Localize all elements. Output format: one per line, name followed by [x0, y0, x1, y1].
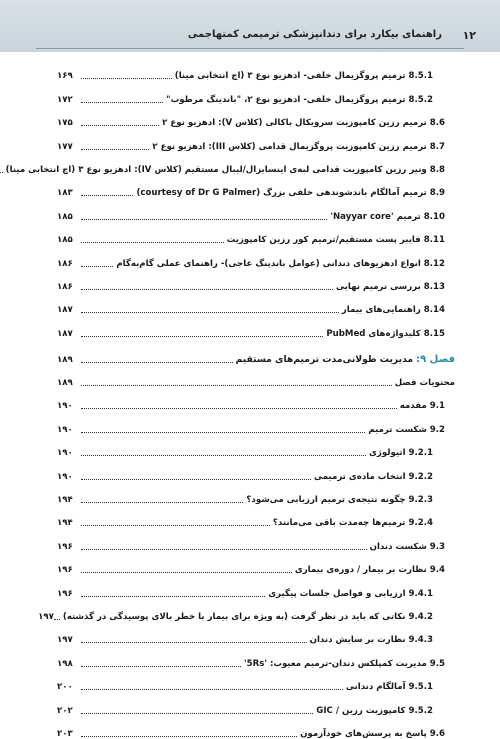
toc-page-number: ۲۰۲: [57, 705, 73, 716]
toc-page-number: ۲۰۳: [57, 728, 73, 739]
dot-leader: [81, 102, 163, 103]
toc-entry-text: 8.8 ونیر رزین کامپوزیت قدامی لبه‌ی اینسایزال/لیبال مستقیم (کلاس IV): ادهزیو نوع ۳ (اچ انتخابی مینا): [5, 164, 445, 175]
dot-leader: [81, 289, 333, 290]
dot-leader: [81, 666, 241, 667]
toc-page-number: ۱۸۵: [57, 211, 73, 222]
toc-page-number: ۱۹۷: [38, 611, 54, 622]
dot-leader: [81, 572, 292, 573]
toc-page-number: ۱۷۵: [57, 118, 73, 129]
toc-entry-text: 9.5.2 کامپوزیت رزین / GIC: [316, 705, 433, 716]
toc-page-number: ۱۸۶: [57, 281, 73, 292]
toc-entry[interactable]: [57, 105, 455, 128]
toc-entry-text: 9.4.1 ارزیابی و فواصل جلسات پیگیری: [268, 588, 433, 599]
toc-entry[interactable]: [57, 81, 455, 104]
toc-entry-text: محتویات فصل: [394, 378, 455, 389]
toc-entry[interactable]: [57, 411, 455, 434]
toc-entry[interactable]: [57, 669, 455, 692]
dot-leader: [81, 362, 233, 363]
toc-page-number: ۱۶۹: [57, 71, 73, 82]
toc-entry-title: [311, 472, 455, 482]
toc-entry[interactable]: [57, 222, 455, 245]
toc-entry-text: 9.2.1 اتیولوژی: [369, 448, 433, 459]
toc-page-number: ۱۷۷: [57, 141, 73, 152]
toc-entry[interactable]: [57, 458, 455, 481]
table-of-contents: [5, 58, 455, 739]
toc-page-number: ۱۹۶: [57, 588, 73, 599]
toc-entry-title: [60, 612, 455, 622]
dot-leader: [81, 78, 172, 79]
toc-entry-text: 8.5.2 ترمیم پروگزیمال خلفی- ادهزیو نوع ۲، "باندینگ مرطوب": [166, 94, 433, 105]
toc-page-number: ۲۰۰: [57, 682, 73, 693]
toc-entry-title: [327, 212, 455, 222]
dot-leader: [81, 525, 270, 526]
toc-page-number: ۱۸۳: [57, 188, 73, 199]
toc-entry[interactable]: [57, 269, 455, 292]
dot-leader: [81, 432, 365, 433]
toc-entry-text: 8.10 ترمیم 'Nayyar core': [330, 211, 445, 222]
toc-entry[interactable]: [57, 245, 455, 268]
toc-entry-text: 8.14 راهنمایی‌های بیمار: [341, 305, 445, 316]
toc-entry-text: 9.3 شکست دندان: [369, 541, 445, 552]
toc-entry-title: [113, 259, 455, 269]
toc-page-number: ۱۹۴: [57, 495, 73, 506]
toc-entry-text: 9.2.4 ترمیم‌ها چه‌مدت باقی می‌مانند؟: [272, 518, 433, 529]
toc-page-number: ۱۹۰: [57, 424, 73, 435]
toc-page-number: ۱۹۴: [57, 518, 73, 529]
toc-page-number: ۱۹۷: [57, 635, 73, 646]
dot-leader: [81, 336, 323, 337]
toc-entry-text: 8.5.1 ترمیم پروگزیمال خلفی- ادهزیو نوع ۳ (اچ انتخابی مینا): [174, 71, 433, 82]
toc-entry-title: [365, 425, 455, 435]
toc-entry-title: [313, 706, 455, 716]
toc-entry-title: [3, 165, 455, 175]
toc-entry-title: [265, 589, 455, 599]
dot-leader: [81, 195, 133, 196]
toc-page-number: ۱۹۰: [57, 448, 73, 459]
toc-entry[interactable]: [57, 645, 455, 668]
toc-entry[interactable]: [57, 175, 455, 198]
toc-entry-text: 9.6 پاسخ به پرسش‌های خودآزمون: [300, 728, 445, 739]
toc-entry-text: 9.2.3 چگونه نتیجه‌ی ترمیم ارزیابی می‌شود؟: [246, 495, 433, 506]
toc-entry[interactable]: [57, 198, 455, 221]
toc-entry-text: 9.1 مقدمه: [399, 401, 445, 412]
toc-entry-text: 9.5 مدیریت کمپلکس دندان-ترمیم معیوب: '5Rs': [243, 658, 445, 669]
toc-entry-title: [397, 401, 455, 411]
dot-leader: [81, 266, 113, 267]
toc-entry[interactable]: [57, 528, 455, 551]
toc-entry-text: 9.4 نظارت بر بیمار / دوره‌ی بیماری: [294, 565, 445, 576]
dot-leader: [81, 125, 159, 126]
dot-leader: [81, 408, 397, 409]
toc-entry-text: 8.13 بررسی ترمیم نهایی: [335, 281, 445, 292]
toc-entry-title: [172, 71, 455, 81]
toc-page-number: ۱۹۶: [57, 565, 73, 576]
toc-entry-title: [163, 95, 455, 105]
page-number: ۱۲: [462, 29, 476, 42]
toc-entry-text: 9.2.2 انتخاب ماده‌ی ترمیمی: [314, 471, 433, 482]
toc-page-number: ۱۸۶: [57, 258, 73, 269]
toc-entry[interactable]: [57, 622, 455, 645]
toc-entry[interactable]: [57, 58, 455, 81]
dot-leader: [81, 385, 392, 386]
dot-leader: [81, 479, 311, 480]
toc-page-number: ۱۹۶: [57, 541, 73, 552]
toc-entry[interactable]: [38, 599, 455, 622]
dot-leader: [81, 149, 149, 150]
dot-leader: [81, 242, 224, 243]
toc-page-number: ۱۹۰: [57, 471, 73, 482]
toc-entry-title: [224, 235, 455, 245]
toc-entry-text: 8.12 انواع ادهزیوهای دندانی (عوامل باندینگ عاجی)- راهنمای عملی گام‌به‌گام: [116, 258, 445, 269]
toc-entry[interactable]: [57, 505, 455, 528]
dot-leader: [81, 736, 297, 737]
toc-entry-text: مدیریت طولانی‌مدت ترمیم‌های مستقیم: [235, 353, 414, 365]
toc-entry[interactable]: [57, 716, 455, 739]
toc-entry-title: [133, 188, 455, 198]
toc-entry-title: [297, 729, 455, 739]
running-title: راهنمای بیکارد برای دندانپزشکی ترمیمی کمتهاجمی: [187, 29, 442, 40]
toc-entry[interactable]: [57, 315, 455, 338]
toc-entry[interactable]: [57, 388, 455, 411]
dot-leader: [81, 549, 367, 550]
toc-entry-text: 8.6 ترمیم رزین کامپوزیت سرویکال باکالی (کلاس V): ادهزیو نوع ۲: [162, 118, 445, 129]
toc-entry[interactable]: [57, 482, 455, 505]
toc-entry[interactable]: [57, 692, 455, 715]
toc-entry[interactable]: [57, 575, 455, 598]
toc-entry[interactable]: [57, 128, 455, 151]
toc-entry-title: [149, 142, 455, 152]
toc-entry-title: [392, 378, 455, 388]
toc-entry[interactable]: [57, 292, 455, 315]
dot-leader: [81, 642, 307, 643]
toc-entry-title: [307, 635, 455, 645]
dot-leader: [81, 713, 313, 714]
toc-entry-text: 9.4.2 نکاتی که باید در نظر گرفت (به ویژه برای بیمار با خطر بالای پوسیدگی در گذشته): [62, 611, 433, 622]
dot-leader: [81, 455, 366, 456]
page-header: [0, 0, 500, 52]
toc-page-number: ۱۸۷: [57, 305, 73, 316]
toc-entry-title: [367, 542, 455, 552]
toc-entry[interactable]: [57, 552, 455, 575]
toc-entry-title: [243, 495, 455, 505]
dot-leader: [81, 502, 243, 503]
toc-entry[interactable]: [57, 435, 455, 458]
toc-entry-title: [159, 118, 455, 128]
toc-entry-title: [333, 282, 455, 292]
toc-entry-text: 9.4.3 نظارت بر سایش دندان: [309, 635, 433, 646]
toc-entry-text: 8.15 کلیدواژه‌های PubMed: [326, 328, 445, 339]
dot-leader: [81, 219, 327, 220]
toc-page-number: ۱۹۰: [57, 401, 73, 412]
toc-page-number: ۱۷۲: [57, 94, 73, 105]
dot-leader: [81, 689, 343, 690]
header-rule: [36, 48, 464, 49]
toc-chapter-row[interactable]: [57, 339, 455, 365]
toc-entry-title: [241, 659, 455, 669]
toc-entry-text: 8.11 فایبر پست مستقیم/ترمیم کور رزین کامپوزیت: [226, 235, 445, 246]
dot-leader: [81, 596, 265, 597]
toc-entry-text: 9.5.1 آمالگام دندانی: [345, 682, 433, 693]
dot-leader: [81, 312, 339, 313]
chapter-label: فصل ۹:: [416, 353, 455, 365]
toc-entry-title: [366, 448, 455, 458]
toc-entry-title: [323, 329, 455, 339]
toc-page-number: ۱۸۷: [57, 328, 73, 339]
toc-page-number: ۱۸۹: [57, 378, 73, 389]
toc-entry[interactable]: [57, 365, 455, 388]
toc-entry-title: [343, 682, 455, 692]
toc-page-number: ۱۹۸: [57, 658, 73, 669]
toc-entry-title: [292, 565, 455, 575]
toc-entry-text: 9.2 شکست ترمیم: [368, 424, 445, 435]
toc-entry-text: 8.7 ترمیم رزین کامپوزیت پروگزیمال قدامی (کلاس III): ادهزیو نوع ۲: [152, 141, 445, 152]
toc-entry[interactable]: [5, 152, 455, 175]
toc-entry-text: 8.9 ترمیم آمالگام باندشوندهی خلفی بزرگ (courtesy of Dr G Palmer): [136, 188, 445, 199]
toc-entry-title: [339, 305, 455, 315]
toc-entry-title: [233, 354, 456, 365]
toc-entry-title: [270, 518, 455, 528]
toc-page-number: ۱۸۹: [57, 354, 73, 365]
toc-page-number: ۱۸۵: [57, 235, 73, 246]
